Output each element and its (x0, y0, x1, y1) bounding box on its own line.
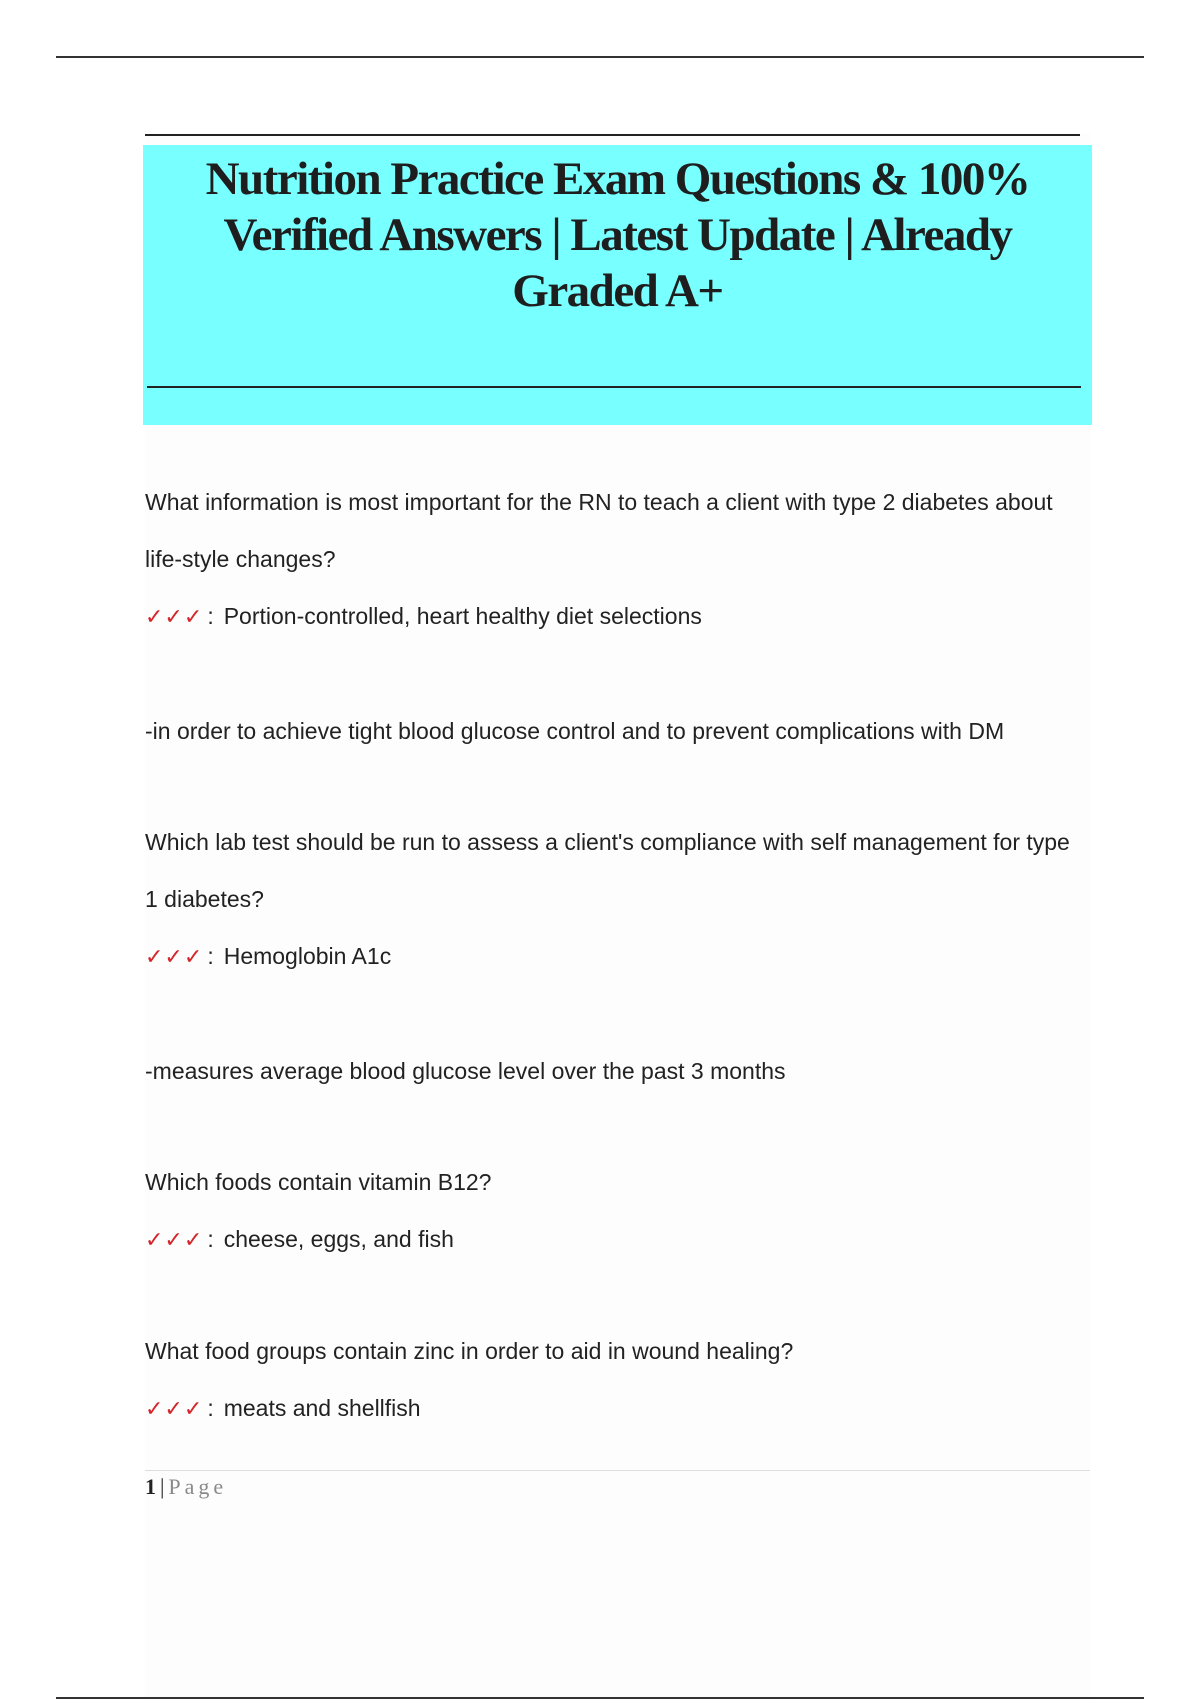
answer-text: cheese, eggs, and fish (223, 1226, 454, 1252)
answer-text: Hemoglobin A1c (223, 943, 392, 969)
qa-item (145, 1154, 1085, 1269)
answer-row (145, 588, 1085, 646)
spacer (145, 1100, 1085, 1154)
title-banner (143, 145, 1092, 425)
page-bottom-rule (56, 1697, 1144, 1699)
qa-item (145, 814, 1085, 1100)
answer-text: Portion-controlled, heart healthy diet selections (223, 603, 702, 629)
page-label: Page (168, 1474, 228, 1499)
footer-rule (145, 1470, 1090, 1471)
checkmark-icon: ✓✓✓ (145, 605, 204, 630)
question-text: Which lab test should be run to assess a client's compliance with self management for type 1 diabetes? (145, 829, 1070, 912)
checkmark-icon: ✓✓✓ (145, 1397, 204, 1422)
answer-colon: : (207, 1226, 214, 1252)
page-separator: | (160, 1474, 165, 1499)
answer-colon: : (207, 1395, 214, 1421)
qa-item (145, 474, 1085, 760)
answer-text: meats and shellfish (223, 1395, 421, 1421)
question-text: What information is most important for the RN to teach a client with type 2 diabetes about life-style changes? (145, 489, 1053, 572)
spacer (145, 1269, 1085, 1323)
answer-row (145, 928, 1085, 986)
checkmark-icon: ✓✓✓ (145, 1228, 204, 1253)
title-bottom-rule (147, 386, 1081, 388)
answer-colon: : (207, 943, 214, 969)
explanation-text: -in order to achieve tight blood glucose control and to prevent complications with DM (145, 718, 1005, 744)
checkmark-icon: ✓✓✓ (145, 945, 204, 970)
qa-list (145, 474, 1085, 1438)
page-footer (145, 1473, 227, 1501)
page-top-rule (56, 56, 1144, 58)
title-top-rule (145, 134, 1080, 136)
spacer (145, 760, 1085, 814)
explanation-text: -measures average blood glucose level over the past 3 months (145, 1058, 786, 1084)
page-number: 1 (145, 1474, 156, 1499)
answer-row (145, 1380, 1085, 1438)
answer-colon: : (207, 603, 214, 629)
document-title: Nutrition Practice Exam Questions & 100% Verified Answers | Latest Update | Already Graded A+ (205, 153, 1030, 317)
question-text: Which foods contain vitamin B12? (145, 1169, 492, 1195)
question-text: What food groups contain zinc in order to aid in wound healing? (145, 1338, 794, 1364)
qa-item (145, 1323, 1085, 1438)
answer-row (145, 1211, 1085, 1269)
